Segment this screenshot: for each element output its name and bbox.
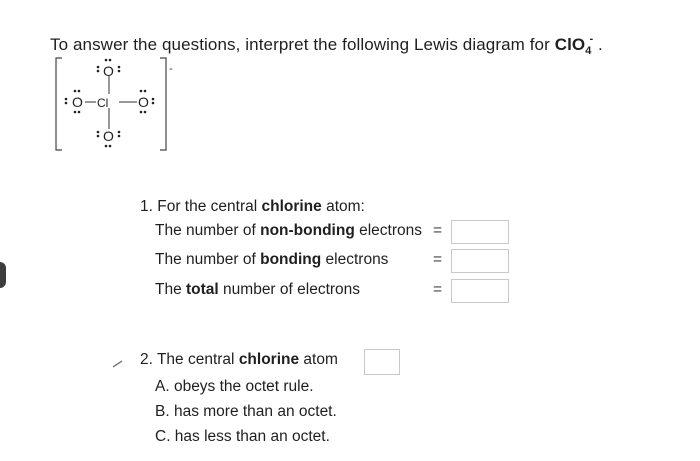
lewis-diagram [40, 50, 190, 160]
choice-a: A. obeys the octet rule. [155, 378, 314, 395]
chlorine-center: Cl [97, 96, 109, 110]
choice-c: C. has less than an octet. [155, 428, 330, 445]
oxygen-right: O [138, 94, 149, 110]
right-bracket [160, 58, 166, 150]
oxygen-top: O [103, 63, 114, 79]
ion-charge: - [169, 63, 173, 75]
left-bracket [56, 58, 62, 150]
q1-row-bonding: The number of bonding electrons = [155, 251, 443, 268]
formula [554, 33, 594, 57]
q1-row-nonbonding: The number of non-bonding electrons = [155, 222, 443, 239]
left-edge-tab [0, 262, 6, 288]
formula-main: ClO [554, 35, 586, 54]
nonbonding-electrons-input[interactable] [451, 220, 509, 244]
q1-row-total: The total number of electrons = [155, 281, 443, 298]
total-electrons-input[interactable] [451, 279, 509, 303]
formula-subscript: 4 [585, 45, 592, 57]
q1-title: 1. For the central chlorine atom: [140, 198, 365, 215]
intro-text: To answer the questions, interpret the following Lewis diagram for [50, 35, 555, 54]
oxygen-left: O [72, 94, 83, 110]
q2-title: 2. The central chlorine atom [140, 351, 338, 368]
choice-b: B. has more than an octet. [155, 403, 337, 420]
equals-sign: = [433, 251, 443, 268]
formula-charge: - [589, 33, 594, 45]
equals-sign: = [433, 222, 443, 239]
octet-answer-input[interactable] [364, 349, 400, 375]
equals-sign: = [433, 281, 443, 298]
intro-tail: . [593, 35, 603, 54]
oxygen-bottom: O [103, 128, 114, 144]
bonding-electrons-input[interactable] [451, 249, 509, 273]
pencil-check-icon [111, 359, 125, 369]
